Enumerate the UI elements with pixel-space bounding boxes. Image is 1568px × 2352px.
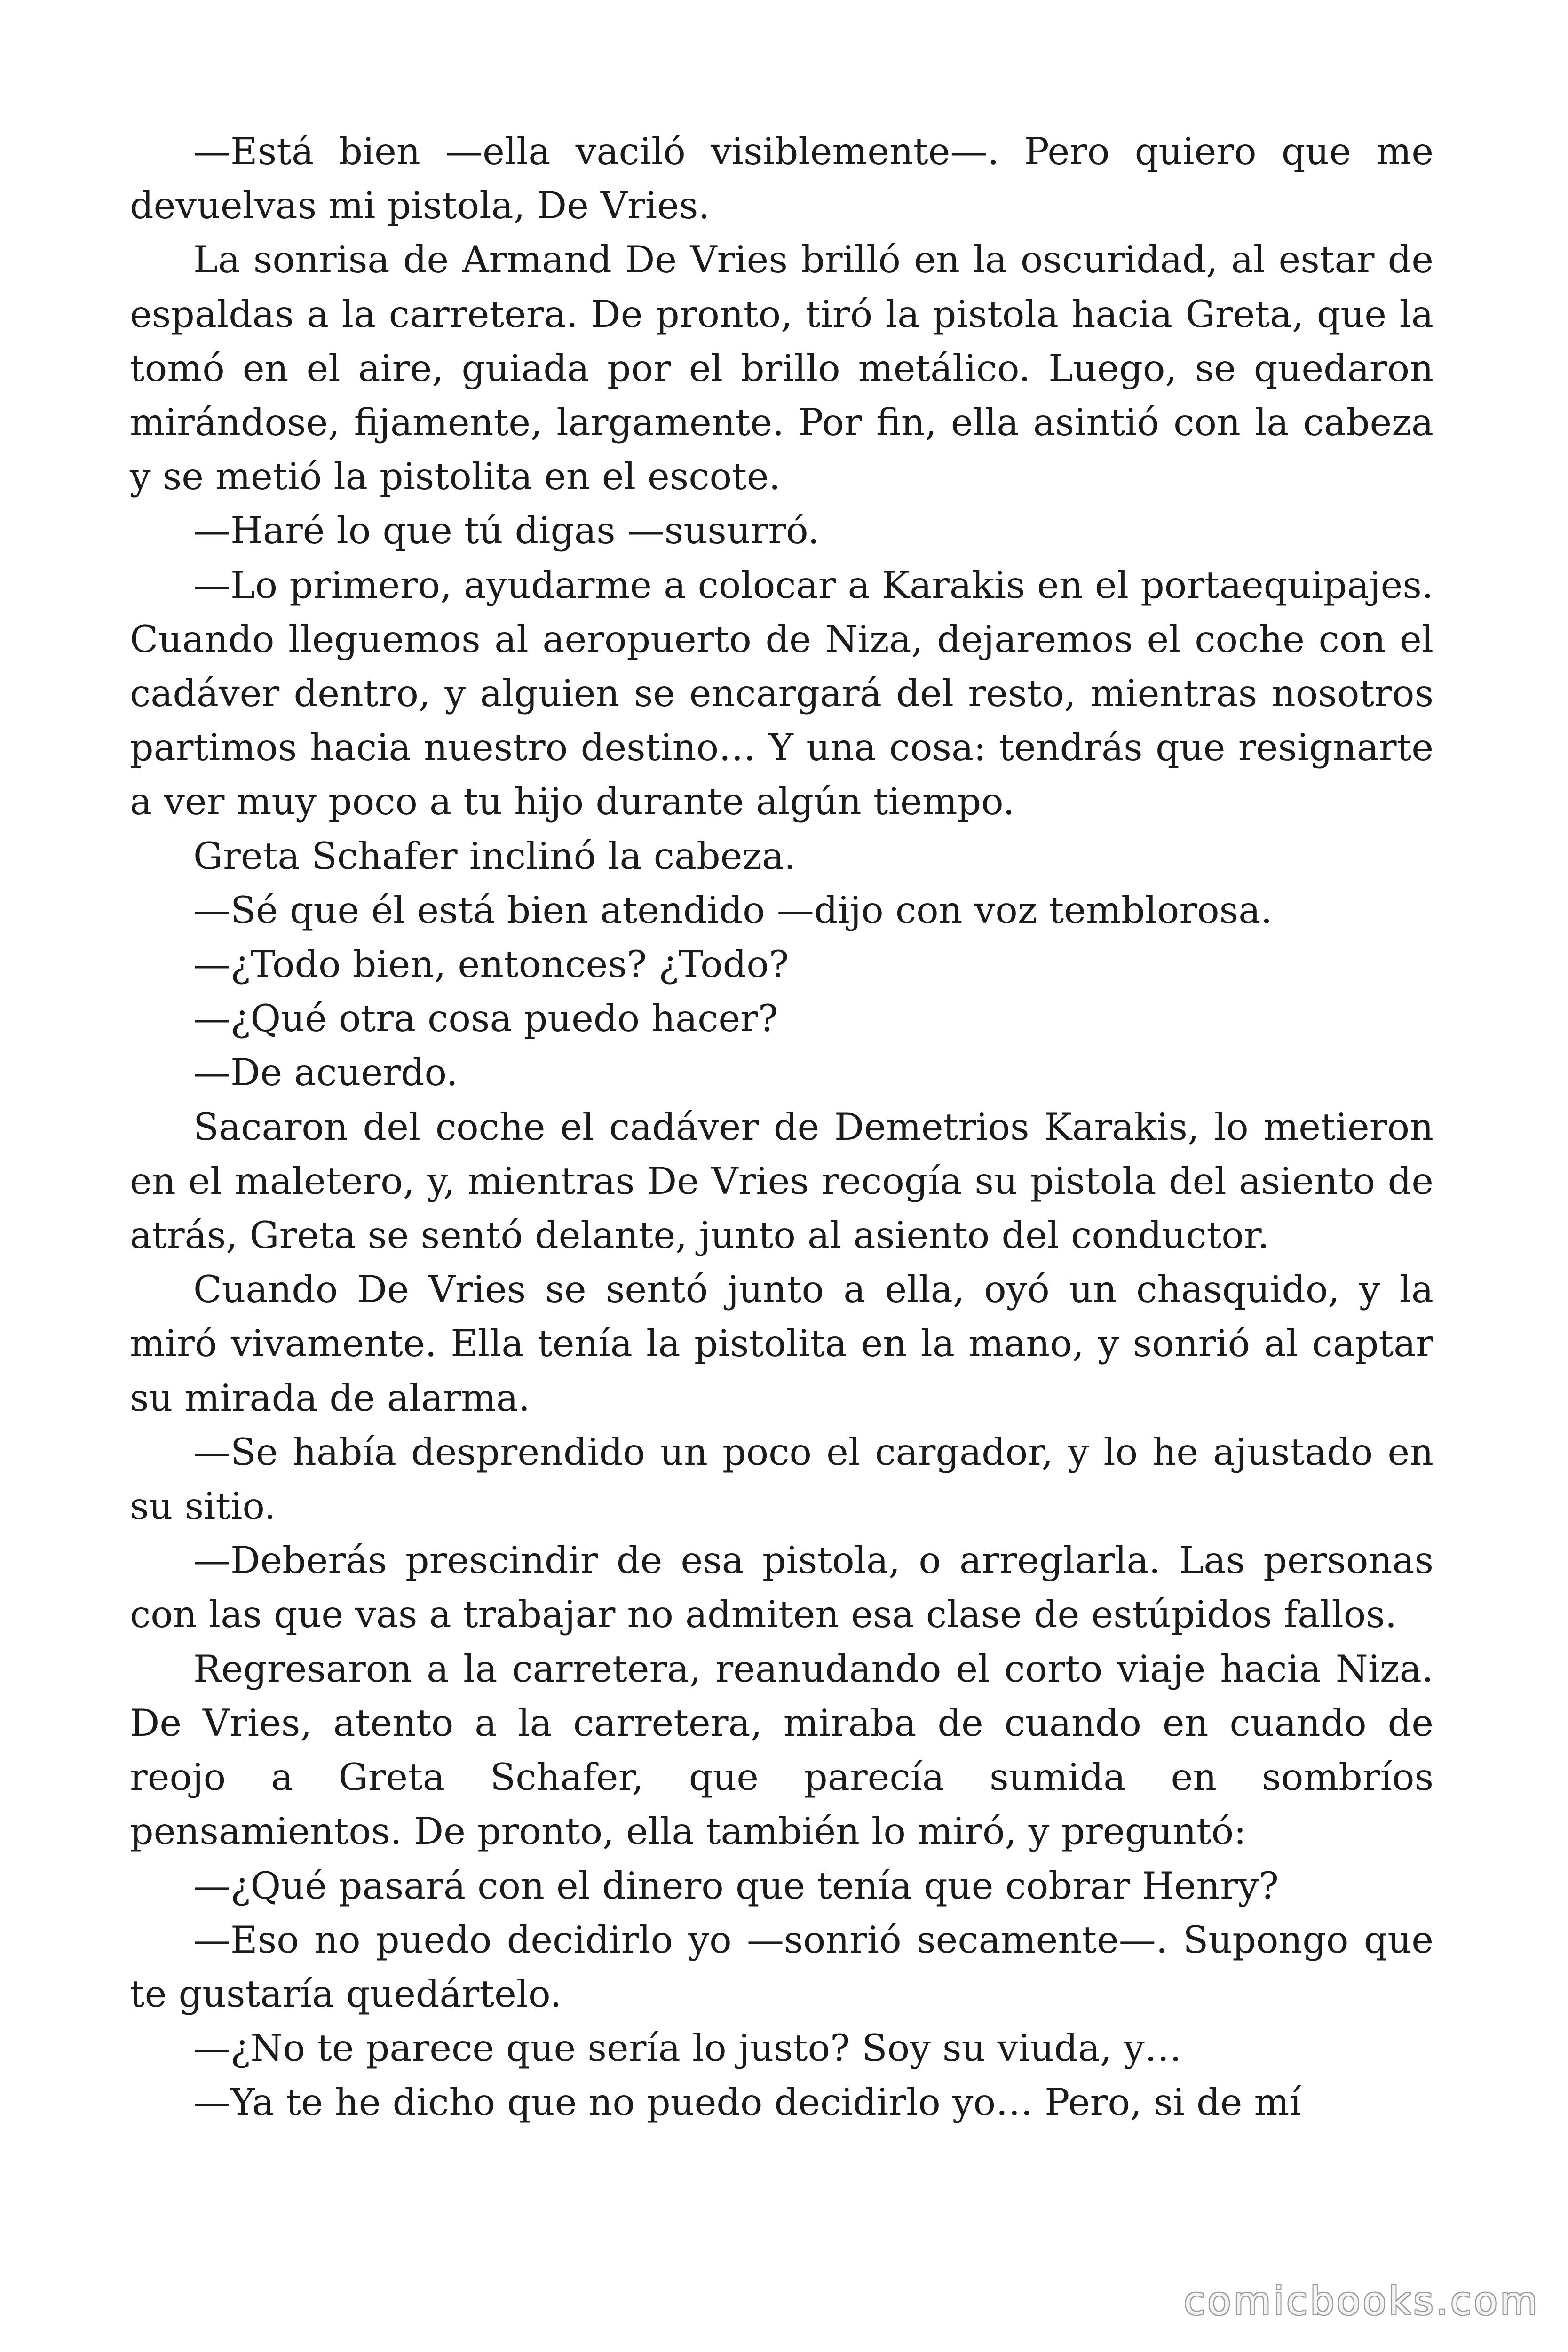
paragraph: —Ya te he dicho que no puedo decidirlo yo… Pero, si de mí bbox=[193, 2081, 1301, 2124]
paragraph: —¿No te parece que sería lo justo? Soy su viuda, y… bbox=[193, 2026, 1182, 2070]
paragraph: —¿Qué otra cosa puedo hacer? bbox=[193, 997, 778, 1041]
paragraph: —¿Todo bien, entonces? ¿Todo? bbox=[193, 943, 789, 986]
paragraph: Sacaron del coche el cadáver de Demetrios Karakis, lo metieron en el maletero, y, mientras De Vries recogía su pistola del asiento de atrás, Greta se sentó delante, junto al asiento del conductor. bbox=[130, 1105, 1433, 1257]
paragraph: —De acuerdo. bbox=[193, 1051, 458, 1095]
paragraph: —Eso no puedo decidirlo yo —sonrió secamente—. Supongo que te gustaría quedártelo. bbox=[130, 1918, 1433, 2016]
paragraph: —¿Qué pasará con el dinero que tenía que cobrar Henry? bbox=[193, 1864, 1279, 1907]
paragraph: —Está bien —ella vaciló visiblemente—. Pero quiero que me devuelvas mi pistola, De Vries. bbox=[130, 130, 1433, 228]
paragraph: —Lo primero, ayudarme a colocar a Karakis en el portaequipajes. Cuando lleguemos al aeropuerto de Niza, dejaremos el coche con el cadáver dentro, y alguien se encargará del resto, mientras nosotros partimos hacia nuestro destino… Y una cosa: tendrás que resignarte a ver muy poco a tu hijo durante algún tiempo. bbox=[130, 563, 1433, 824]
paragraph: Cuando De Vries se sentó junto a ella, oyó un chasquido, y la miró vivamente. Ella tenía la pistolita en la mano, y sonrió al captar su mirada de alarma. bbox=[130, 1268, 1433, 1420]
paragraph: La sonrisa de Armand De Vries brilló en la oscuridad, al estar de espaldas a la carretera. De pronto, tiró la pistola hacia Greta, que la tomó en el aire, guiada por el brillo metálico. Luego, se quedaron mirándose, fijamente, largamente. Por fin, ella asintió con la cabeza y se metió la pistolita en el escote. bbox=[130, 238, 1433, 499]
paragraph: Regresaron a la carretera, reanudando el corto viaje hacia Niza. De Vries, atento a la carretera, miraba de cuando en cuando de reojo a Greta Schafer, que parecía sumida en sombríos pensamientos. De pronto, ella también lo miró, y preguntó: bbox=[130, 1647, 1433, 1853]
paragraph: —Deberás prescindir de esa pistola, o arreglarla. Las personas con las que vas a trabajar no admiten esa clase de estúpidos fallos. bbox=[130, 1539, 1433, 1637]
watermark: comicbooks.com bbox=[1184, 2279, 1540, 2324]
paragraph: —Se había desprendido un poco el cargador, y lo he ajustado en su sitio. bbox=[130, 1430, 1433, 1528]
text-body bbox=[130, 125, 1433, 2130]
paragraph: —Sé que él está bien atendido —dijo con voz temblorosa. bbox=[193, 888, 1273, 932]
paragraph: Greta Schafer inclinó la cabeza. bbox=[193, 834, 796, 878]
paragraph: —Haré lo que tú digas —susurró. bbox=[193, 509, 820, 553]
